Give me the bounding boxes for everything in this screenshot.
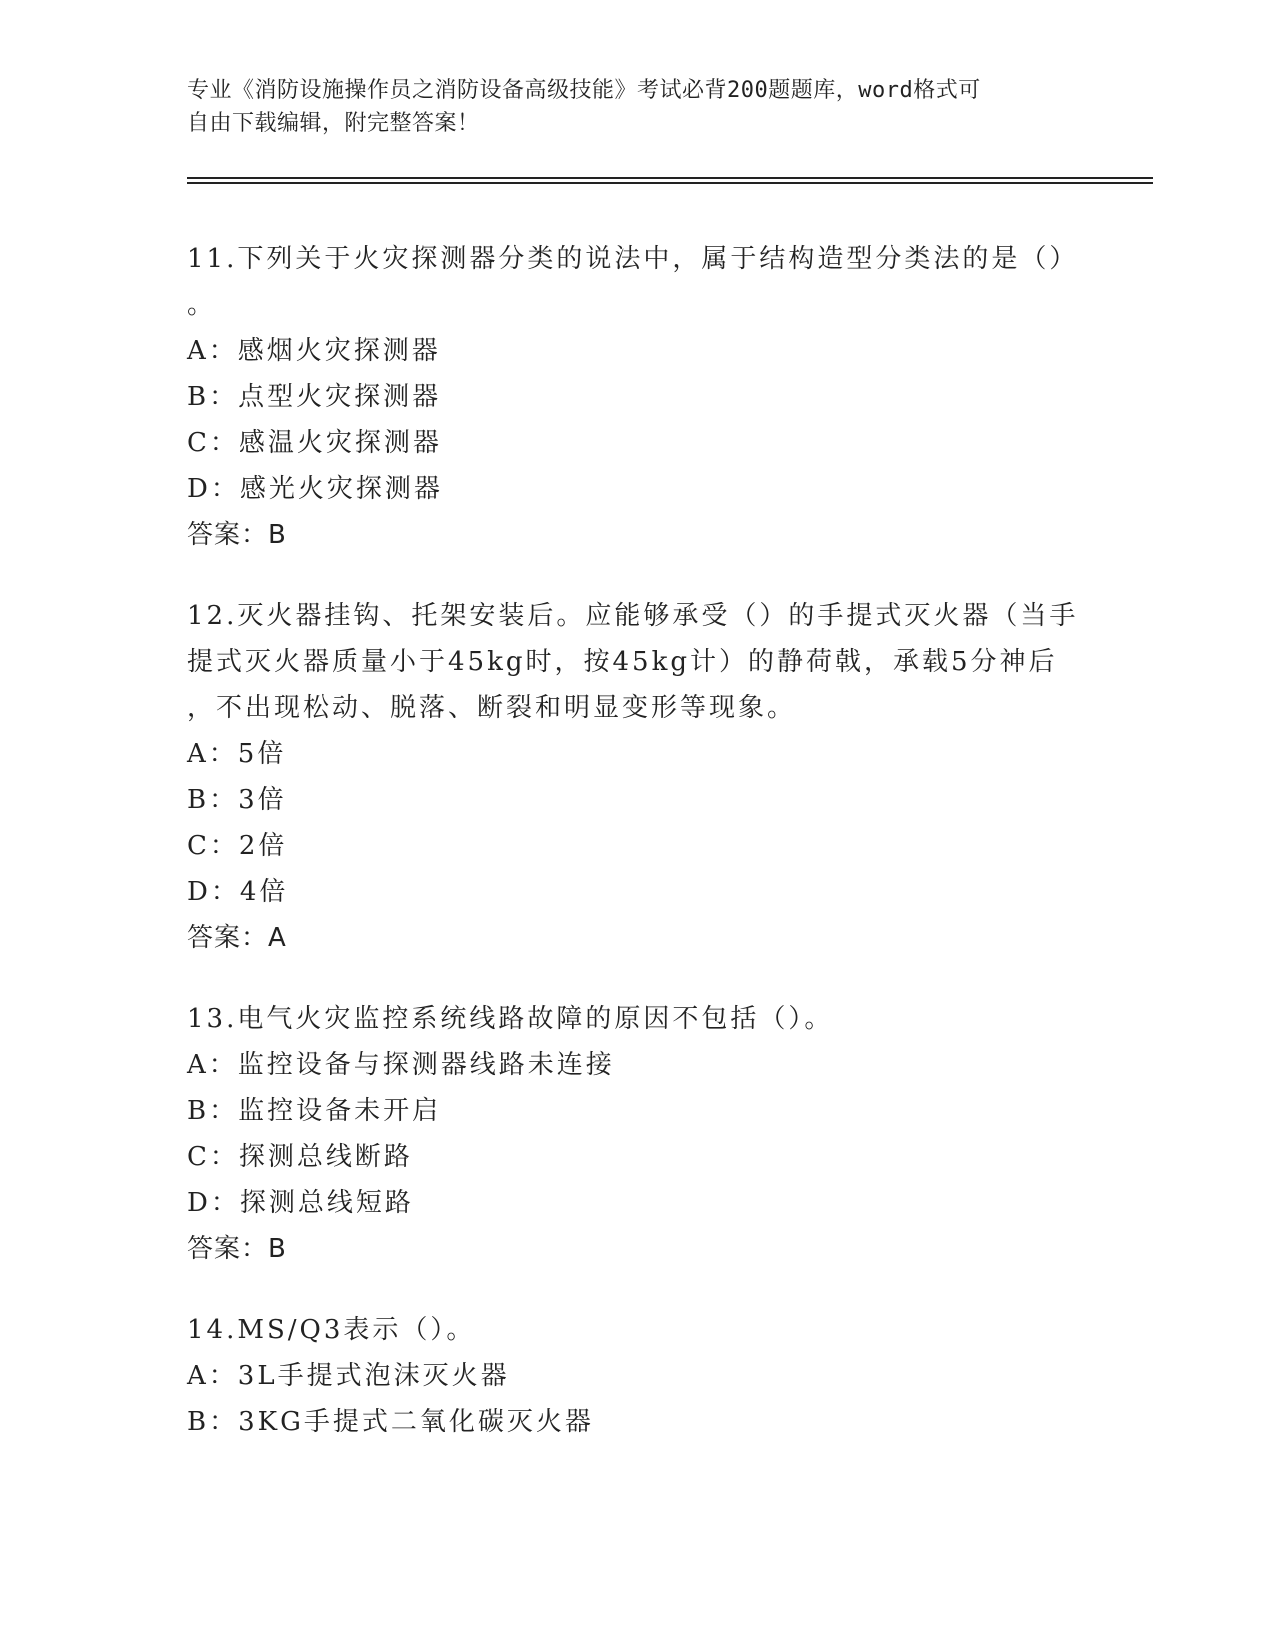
question-text: 13.电气火灾监控系统线路故障的原因不包括（）。 — [187, 1004, 834, 1034]
question-13 — [187, 996, 1087, 1272]
question-list — [187, 236, 1087, 1480]
header-line-1: 专业《消防设施操作员之消防设备高级技能》考试必背200题题库，word格式可 — [187, 78, 981, 103]
question-text: 。 — [187, 290, 217, 320]
option-d: D：4倍 — [187, 877, 289, 907]
question-text: 提式灭火器质量小于45kg时，按45kg计）的静荷戟，承载5分神后 — [187, 647, 1058, 677]
option-d: D：感光火灾探测器 — [187, 474, 443, 504]
option-a: A：监控设备与探测器线路未连接 — [187, 1050, 615, 1080]
question-text: 12.灭火器挂钩、托架安装后。应能够承受（）的手提式灭火器（当手 — [187, 601, 1079, 631]
question-text: 14.MS/Q3表示（）。 — [187, 1315, 476, 1345]
option-c: C：2倍 — [187, 831, 288, 861]
answer: 答案：B — [187, 520, 287, 550]
option-a: A：感烟火灾探测器 — [187, 336, 441, 366]
option-b: B：监控设备未开启 — [187, 1096, 442, 1126]
option-a: A：3L手提式泡沫灭火器 — [187, 1361, 510, 1391]
document-header — [187, 74, 1067, 140]
answer: 答案：B — [187, 1234, 287, 1264]
option-c: C：探测总线断路 — [187, 1142, 413, 1172]
header-divider-top — [187, 177, 1153, 179]
option-d: D：探测总线短路 — [187, 1188, 414, 1218]
header-divider-bottom — [187, 182, 1153, 184]
question-14 — [187, 1307, 1087, 1445]
answer: 答案：A — [187, 923, 287, 953]
option-c: C：感温火灾探测器 — [187, 428, 442, 458]
option-b: B：点型火灾探测器 — [187, 382, 442, 412]
header-line-2: 自由下载编辑，附完整答案！ — [187, 111, 480, 136]
question-12 — [187, 593, 1087, 961]
option-b: B：3倍 — [187, 785, 287, 815]
question-text: 11.下列关于火灾探测器分类的说法中，属于结构造型分类法的是（） — [187, 244, 1079, 274]
question-11 — [187, 236, 1087, 558]
option-a: A：5倍 — [187, 739, 287, 769]
question-text: ，不出现松动、脱落、断裂和明显变形等现象。 — [187, 693, 797, 723]
option-b: B：3KG手提式二氧化碳灭火器 — [187, 1407, 594, 1437]
